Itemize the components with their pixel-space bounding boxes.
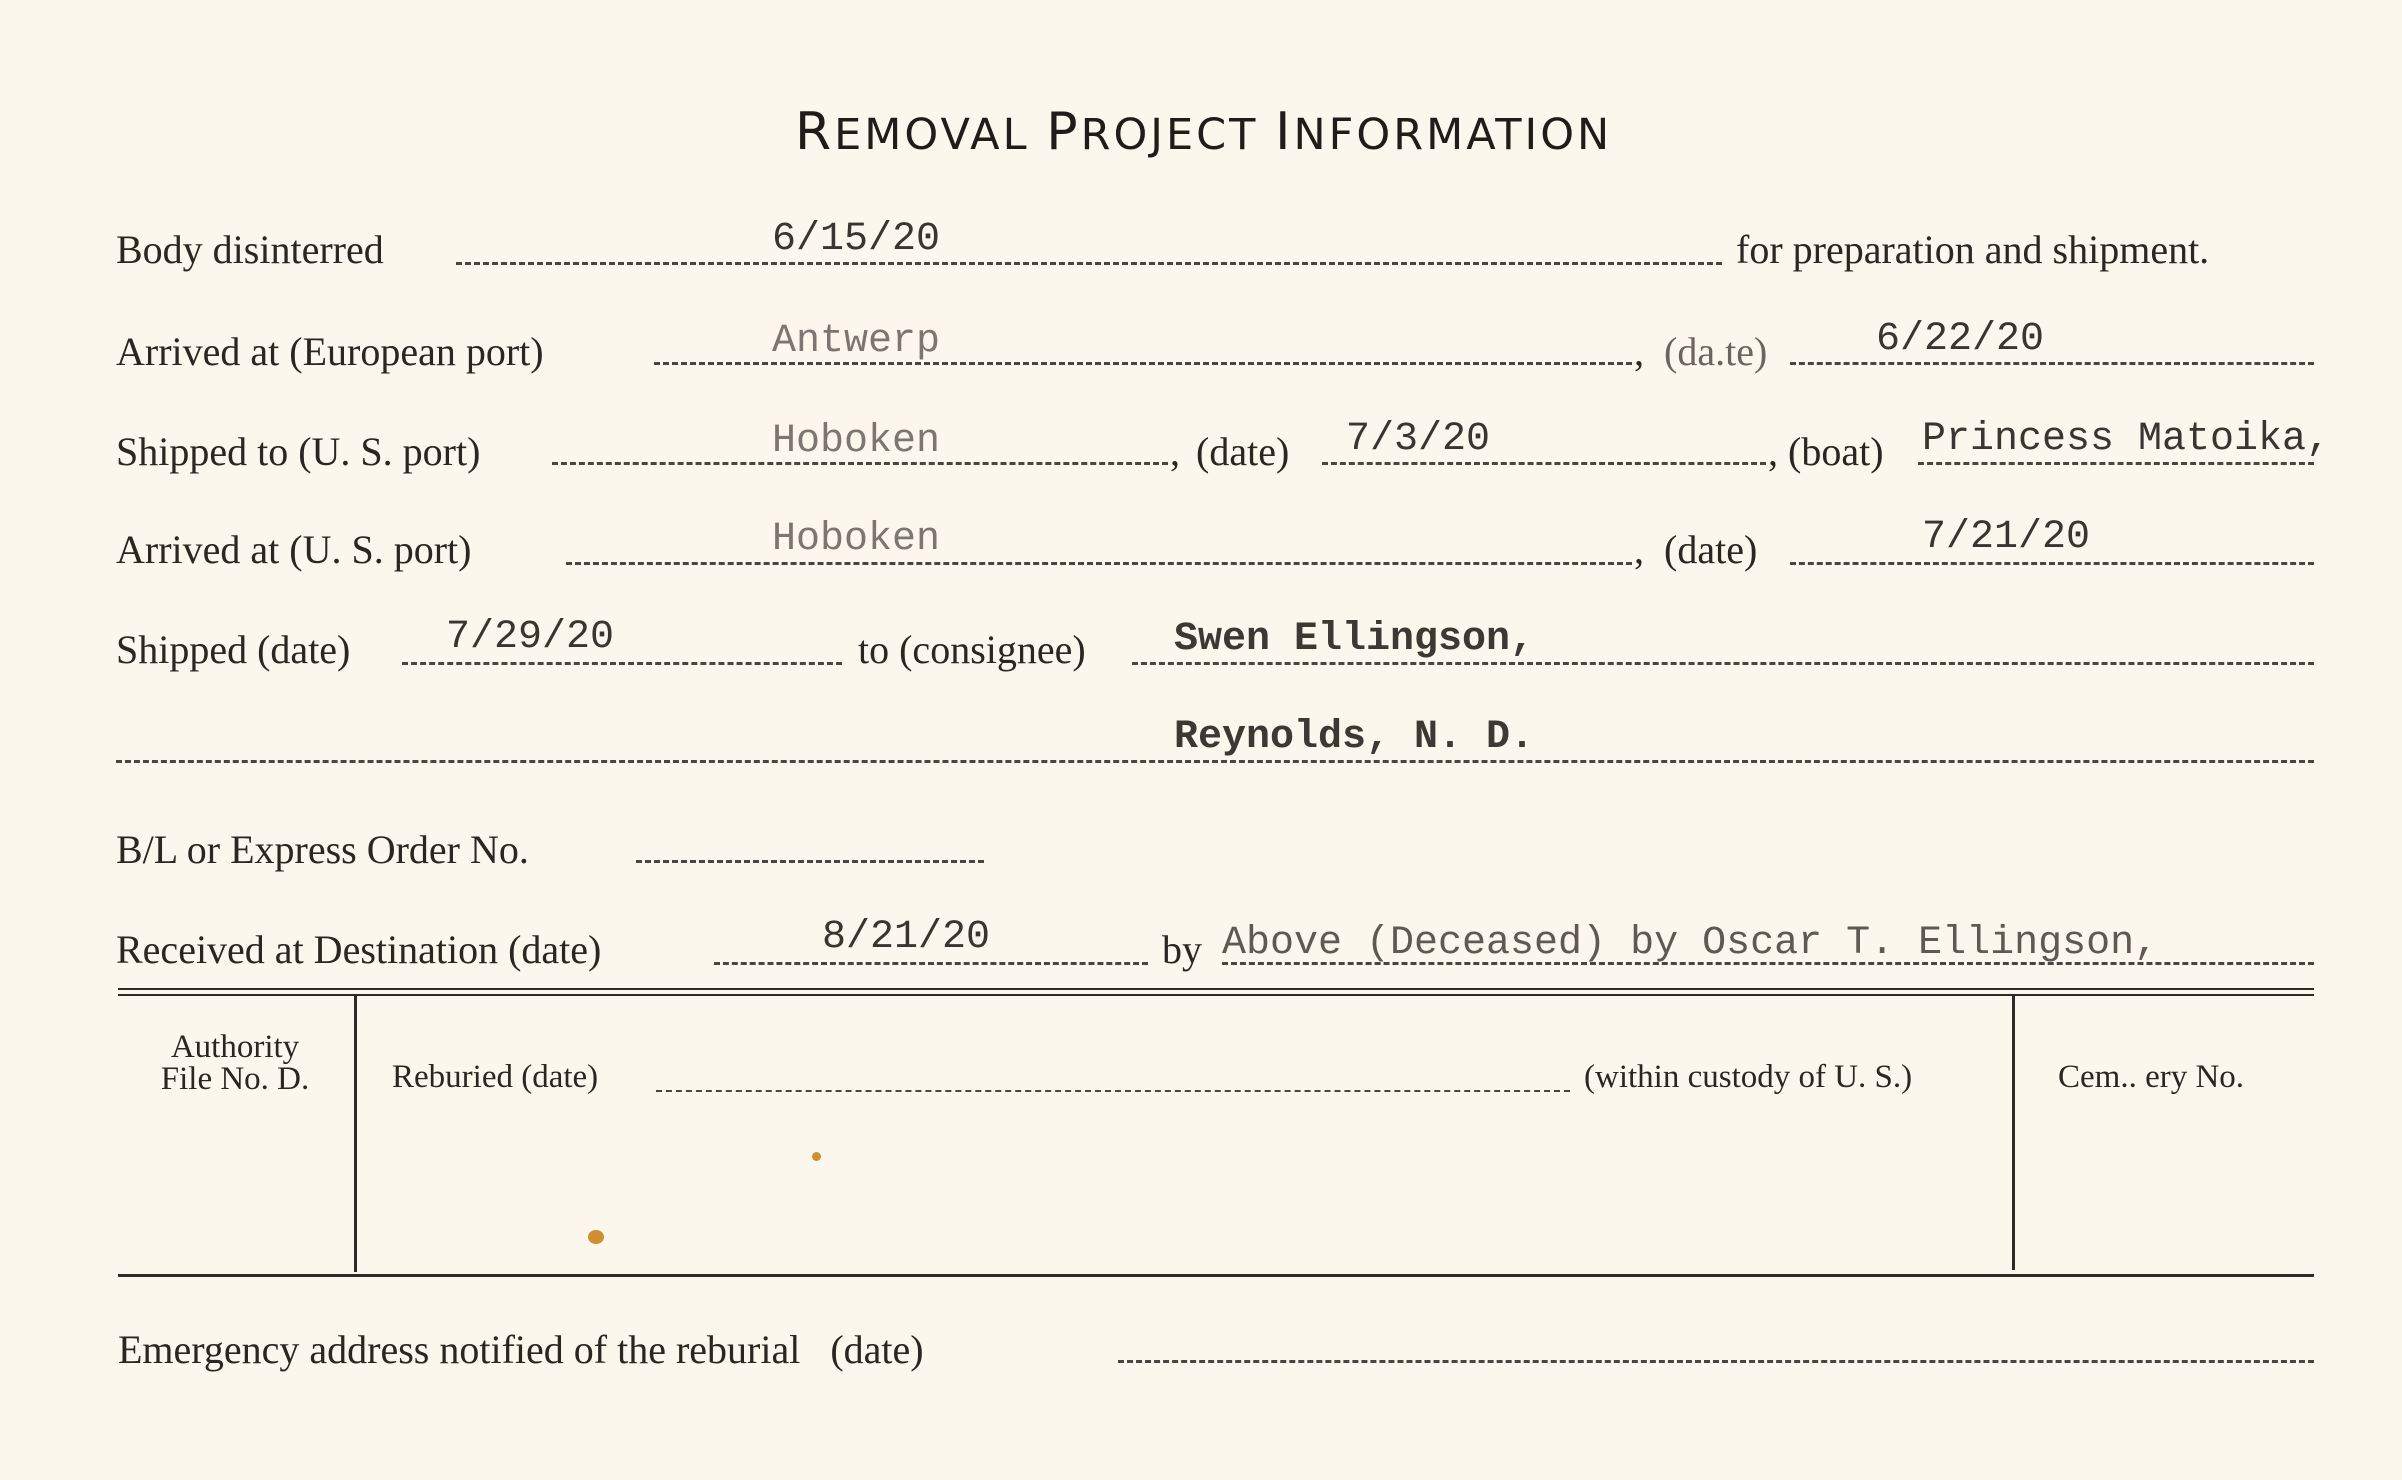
label-file-no: File No. D. <box>160 1061 310 1097</box>
value-consignee-name: Swen Ellingson, <box>1174 617 1535 662</box>
value-european-date: 6/22/20 <box>1876 317 2045 362</box>
value-disinterred-date: 6/15/20 <box>772 217 941 262</box>
label-to-consignee: to (consignee) <box>858 627 1086 672</box>
label-us-ship-date: (date) <box>1196 429 1290 474</box>
box-top-rule-1 <box>118 988 2314 990</box>
label-within-custody: (within custody of U. S.) <box>1584 1059 1913 1095</box>
blank-us-arrival-date <box>1790 562 2314 565</box>
label-us-arrival-date: (date) <box>1664 527 1758 572</box>
label-authority: Authority <box>170 1029 300 1065</box>
stain-spot-small <box>812 1152 821 1161</box>
blank-bl-order <box>636 860 984 863</box>
value-us-arrival-date: 7/21/20 <box>1922 515 2091 560</box>
blank-us-port-arrived <box>566 562 1632 565</box>
label-shipped-date: Shipped (date) <box>116 627 351 672</box>
value-received-by: Above (Deceased) by Oscar T. Ellingson, <box>1222 921 2159 966</box>
value-us-port-shipped: Hoboken <box>772 419 941 464</box>
box-bottom-rule <box>118 1274 2314 1277</box>
box-divider-right <box>2012 996 2015 1270</box>
value-boat-name: Princess Matoika, <box>1922 417 2331 462</box>
box-divider-left <box>354 996 357 1272</box>
value-received-date: 8/21/20 <box>822 915 991 960</box>
label-for-preparation: for preparation and shipment. <box>1736 227 2210 272</box>
box-top-rule-2 <box>118 994 2314 996</box>
label-european-date: (da.te) <box>1664 329 1768 374</box>
blank-reburied-date <box>656 1090 1570 1092</box>
value-consignee-address: Reynolds, N. D. <box>1174 715 1535 760</box>
comma-3: , <box>1768 429 1778 474</box>
comma-1: , <box>1634 329 1644 374</box>
label-shipped-to-us-port: Shipped to (U. S. port) <box>116 429 481 474</box>
label-emergency-address: Emergency address notified of the reburial (date) <box>118 1327 924 1372</box>
blank-shipped-date <box>402 662 842 665</box>
stain-spot <box>588 1230 604 1244</box>
blank-european-date <box>1790 362 2314 365</box>
label-body-disinterred: Body disinterred <box>116 227 384 272</box>
blank-received-date <box>714 962 1148 965</box>
value-shipped-date: 7/29/20 <box>446 615 615 660</box>
blank-disinterred-date <box>456 262 1722 265</box>
value-us-ship-date: 7/3/20 <box>1346 417 1491 462</box>
label-arrived-european-port: Arrived at (European port) <box>116 329 544 374</box>
card-title: REMOVAL PROJECT INFORMATION <box>795 102 1613 162</box>
label-bl-order: B/L or Express Order No. <box>116 827 529 872</box>
label-arrived-us-port: Arrived at (U. S. port) <box>116 527 472 572</box>
label-reburied: Reburied (date) <box>392 1059 599 1095</box>
label-received-destination: Received at Destination (date) <box>116 927 602 972</box>
comma-2: , <box>1170 429 1180 474</box>
blank-emergency-date <box>1118 1360 2314 1363</box>
value-european-port: Antwerp <box>772 319 941 364</box>
label-boat: (boat) <box>1788 429 1884 474</box>
label-by: by <box>1162 927 1202 972</box>
label-cemetery-no: Cem.. ery No. <box>2058 1059 2245 1095</box>
comma-4: , <box>1634 527 1644 572</box>
value-us-port-arrived: Hoboken <box>772 517 941 562</box>
